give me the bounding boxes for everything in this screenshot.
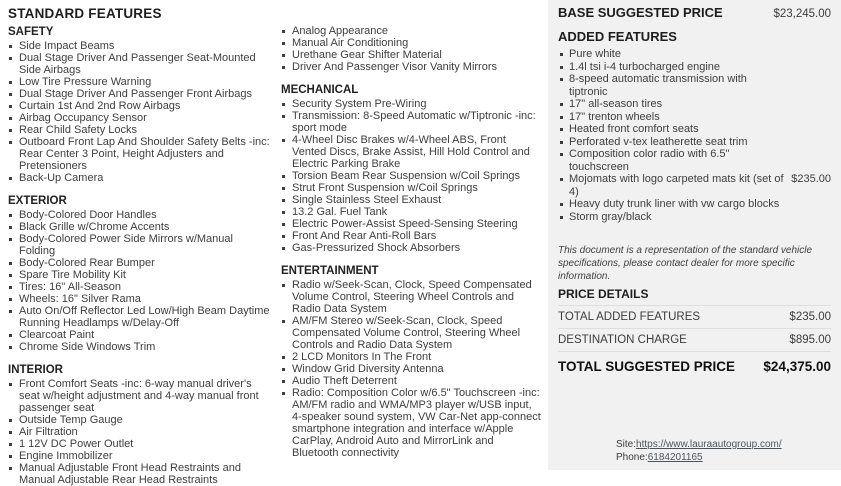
feature-item: 2 LCD Monitors In The Front <box>281 351 542 363</box>
added-feature-item <box>558 211 831 224</box>
added-feature-item <box>558 173 831 198</box>
total-price-label: TOTAL SUGGESTED PRICE <box>558 359 736 374</box>
feature-item: Radio: Composition Color w/6.5" Touchscreen -inc: AM/FM radio and WMA/MP3 player w/USB input, 4-speaker sound system, VW Car-Net app-connect smartphone integration and interface w/Apple CarPlay, Android Auto and MirrorLink and Bluetooth connectivity <box>281 387 542 459</box>
site-label: Site: <box>616 439 637 450</box>
feature-item: Clearcoat Paint <box>8 329 272 341</box>
added-feature-item <box>558 61 831 74</box>
feature-item: Security System Pre-Wiring <box>281 98 542 110</box>
dealer-contact-footer <box>616 439 782 464</box>
feature-item: 13.2 Gal. Fuel Tank <box>281 206 542 218</box>
added-feature-text: Mojomats with logo carpeted mats kit (set of 4) <box>569 173 784 198</box>
feature-item: Body-Colored Door Handles <box>8 209 272 221</box>
phone-label: Phone: <box>616 451 648 463</box>
phone-line <box>616 452 782 465</box>
feature-list <box>281 25 542 73</box>
feature-item: Gas-Pressurized Shock Absorbers <box>281 242 542 254</box>
added-feature-text: 17" trenton wheels <box>569 110 660 123</box>
feature-item: Dual Stage Driver And Passenger Seat-Mounted Side Airbags <box>8 52 272 76</box>
added-feature-item <box>558 198 831 211</box>
feature-item: 4-Wheel Disc Brakes w/4-Wheel ABS, Front Vented Discs, Brake Assist, Hill Hold Control and Electric Parking Brake <box>281 134 542 170</box>
feature-item: Single Stainless Steel Exhaust <box>281 194 542 206</box>
feature-item: Torsion Beam Rear Suspension w/Coil Springs <box>281 170 542 182</box>
site-link[interactable]: https://www.lauraautogroup.com/ <box>636 439 782 450</box>
feature-item: Front And Rear Anti-Roll Bars <box>281 230 542 242</box>
feature-item: Manual Adjustable Front Head Restraints and Manual Adjustable Rear Head Restraints <box>8 462 272 486</box>
added-feature-text: Pure white <box>569 48 621 60</box>
standard-features-column-2 <box>281 6 542 459</box>
feature-item: Radio w/Seek-Scan, Clock, Speed Compensated Volume Control, Steering Wheel Controls and Radio Data System <box>281 279 542 315</box>
page-title: STANDARD FEATURES <box>8 6 162 21</box>
added-features-list <box>558 48 831 223</box>
total-price-value: $24,375.00 <box>763 359 831 374</box>
feature-list <box>281 98 542 254</box>
feature-item: Outboard Front Lap And Shoulder Safety Belts -inc: Rear Center 3 Point, Height Adjusters and Pretensioners <box>8 136 272 172</box>
feature-item: Analog Appearance <box>281 25 542 37</box>
added-feature-item <box>558 136 831 149</box>
feature-item: AM/FM Stereo w/Seek-Scan, Clock, Speed Compensated Volume Control, Steering Wheel Controls and Radio Data System <box>281 315 542 351</box>
price-detail-value: $895.00 <box>789 334 831 346</box>
feature-item: Audio Theft Deterrent <box>281 375 542 387</box>
base-price-value: $23,245.00 <box>773 8 831 20</box>
pricing-panel <box>548 0 841 470</box>
added-feature-text: 8-speed automatic transmission with tiptronic <box>569 73 747 98</box>
feature-item: Rear Child Safety Locks <box>8 124 272 136</box>
price-detail-row <box>558 329 831 352</box>
added-feature-text: 1.4l tsi i-4 turbocharged engine <box>569 60 721 73</box>
feature-sections-left <box>8 26 272 486</box>
added-feature-text: Heavy duty trunk liner with vw cargo blocks <box>569 198 780 210</box>
added-features-title: ADDED FEATURES <box>558 29 677 44</box>
feature-item: Transmission: 8-Speed Automatic w/Tiptronic -inc: sport mode <box>281 110 542 134</box>
feature-item: Body-Colored Power Side Mirrors w/Manual Folding <box>8 233 272 257</box>
feature-item: Wheels: 16" Silver Rama <box>8 293 272 305</box>
feature-item: Front Comfort Seats -inc: 6-way manual driver's seat w/height adjustment and 4-way manual front passenger seat <box>8 378 272 414</box>
price-detail-label: DESTINATION CHARGE <box>558 334 687 346</box>
added-feature-price: $235.00 <box>791 173 831 185</box>
section-title-safety: SAFETY <box>8 26 54 38</box>
feature-item: Manual Air Conditioning <box>281 37 542 49</box>
total-price-row <box>558 352 831 380</box>
added-feature-item <box>558 48 831 61</box>
added-feature-text: Heated front comfort seats <box>569 123 699 135</box>
feature-item: Black Grille w/Chrome Accents <box>8 221 272 233</box>
added-feature-text: Composition color radio with 6.5" touchscreen <box>569 148 730 173</box>
base-price-row <box>558 5 831 20</box>
phone-link[interactable]: 6184201165 <box>647 451 703 463</box>
standard-features-column-1 <box>8 6 272 486</box>
section-title-interior: INTERIOR <box>8 364 63 376</box>
feature-item: Auto On/Off Reflector Led Low/High Beam Daytime Running Headlamps w/Delay-Off <box>8 305 272 329</box>
price-detail-value: $235.00 <box>789 311 831 323</box>
added-feature-item <box>558 73 831 98</box>
section-title-mechanical: MECHANICAL <box>281 84 359 96</box>
feature-item: Body-Colored Rear Bumper <box>8 257 272 269</box>
feature-item: Electric Power-Assist Speed-Sensing Steering <box>281 218 542 230</box>
feature-item: Chrome Side Windows Trim <box>8 341 272 353</box>
feature-list <box>8 209 272 353</box>
added-feature-item <box>558 98 831 111</box>
section-title-entertainment: ENTERTAINMENT <box>281 265 379 277</box>
feature-list <box>8 40 272 184</box>
feature-item: Outside Temp Gauge <box>8 414 272 426</box>
added-feature-item <box>558 123 831 136</box>
added-feature-item <box>558 111 831 124</box>
price-details-rows <box>558 306 831 352</box>
feature-item: Engine Immobilizer <box>8 450 272 462</box>
feature-list <box>8 378 272 486</box>
feature-list <box>281 279 542 459</box>
feature-item: Air Filtration <box>8 426 272 438</box>
feature-item: Side Impact Beams <box>8 40 272 52</box>
feature-item: Tires: 16" All-Season <box>8 281 272 293</box>
added-feature-text: Perforated v-tex leatherette seat trim <box>569 135 748 148</box>
feature-item: Strut Front Suspension w/Coil Springs <box>281 182 542 194</box>
price-details-title: PRICE DETAILS <box>558 283 831 306</box>
site-line <box>616 439 782 452</box>
section-title-exterior: EXTERIOR <box>8 195 67 207</box>
feature-sections-middle <box>281 25 542 459</box>
feature-item: 1 12V DC Power Outlet <box>8 438 272 450</box>
feature-item: Urethane Gear Shifter Material <box>281 49 542 61</box>
feature-item: Dual Stage Driver And Passenger Front Airbags <box>8 88 272 100</box>
added-feature-text: 17" all-season tires <box>569 98 663 110</box>
price-detail-row <box>558 306 831 329</box>
feature-item: Window Grid Diversity Antenna <box>281 363 542 375</box>
feature-item: Spare Tire Mobility Kit <box>8 269 272 281</box>
disclaimer-text: This document is a representation of the standard vehicle specifications, please contact dealer for more specific information. <box>558 245 813 282</box>
feature-item: Driver And Passenger Visor Vanity Mirrors <box>281 61 542 73</box>
feature-item: Low Tire Pressure Warning <box>8 76 272 88</box>
base-price-label: BASE SUGGESTED PRICE <box>558 5 723 20</box>
price-detail-label: TOTAL ADDED FEATURES <box>558 311 701 323</box>
added-feature-item <box>558 148 831 173</box>
added-feature-text: Storm gray/black <box>569 210 652 223</box>
feature-item: Curtain 1st And 2nd Row Airbags <box>8 100 272 112</box>
feature-item: Back-Up Camera <box>8 172 272 184</box>
feature-item: Airbag Occupancy Sensor <box>8 112 272 124</box>
